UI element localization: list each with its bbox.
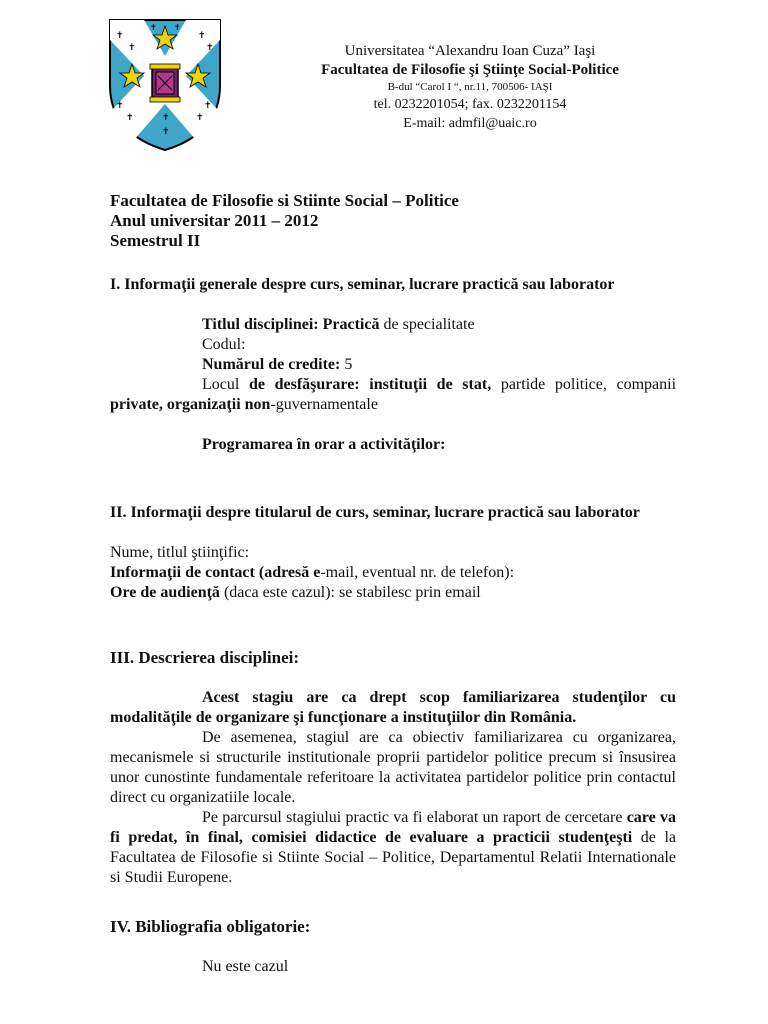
discipline-title-label: Titlul disciplinei xyxy=(202,316,314,333)
university-name: Universitatea “Alexandru Ioan Cuza” Iaşi xyxy=(344,43,596,59)
contact-rest: -mail, eventual nr. de telefon): xyxy=(320,564,515,581)
credits-line: Numărul de credite: 5 xyxy=(202,356,353,373)
section-2 xyxy=(110,503,676,603)
svg-text:✝: ✝ xyxy=(162,126,170,136)
description-paragraph-1: Acest stagiu are ca drept scop familiarizarea studenţilor cu modalităţile de organizare şi funcţionare a instituţiilor din România. xyxy=(110,689,676,726)
location-line2-rest: -guvernamentale xyxy=(270,396,378,413)
location-value-bold: instituţii de stat, xyxy=(369,376,492,393)
svg-text:✝: ✝ xyxy=(116,100,124,110)
location-value-rest: partide politice, companii xyxy=(491,376,677,393)
section-1 xyxy=(110,275,676,455)
email: E-mail: admfil@uaic.ro xyxy=(403,116,537,131)
svg-text:✝: ✝ xyxy=(150,23,157,32)
office-hours-label: Ore de audienţă xyxy=(110,584,220,601)
credits-value: 5 xyxy=(344,356,353,373)
schedule-label: Programarea în orar a activităţilor: xyxy=(202,436,446,453)
intro-faculty: Facultatea de Filosofie si Stiinte Social – Politice xyxy=(110,191,459,210)
description-paragraph-3 xyxy=(110,808,676,888)
address: B-dul “Carol I “, nr.11, 700506- IAŞI xyxy=(387,81,553,93)
section-3-heading: III. Descrierea disciplinei: xyxy=(110,648,300,667)
svg-text:✝: ✝ xyxy=(198,30,206,40)
section-3 xyxy=(110,648,676,888)
letterhead xyxy=(250,42,690,133)
svg-text:✝: ✝ xyxy=(204,100,212,110)
svg-text:✝: ✝ xyxy=(174,23,181,32)
svg-text:✝: ✝ xyxy=(162,112,170,122)
svg-text:✝: ✝ xyxy=(196,112,204,122)
svg-text:✝: ✝ xyxy=(206,42,214,52)
location-label-bold: de desfăşurare xyxy=(248,376,355,393)
section-1-heading: I. Informaţii generale despre curs, seminar, lucrare practică sau laborator xyxy=(110,276,615,293)
name-title-line: Nume, titlul ştiinţific: xyxy=(110,544,250,561)
code-label: Codul: xyxy=(202,336,246,353)
location-label: Locul xyxy=(202,376,240,393)
section-4-heading: IV. Bibliografia obligatorie: xyxy=(110,917,311,936)
intro-block xyxy=(110,191,676,251)
contact-label: Informaţii de contact (adresă e xyxy=(110,564,321,581)
location-line2-bold: private, organizaţii non xyxy=(110,396,271,413)
bibliography-value: Nu este cazul xyxy=(202,958,289,975)
svg-text:✝: ✝ xyxy=(116,30,124,40)
section-4 xyxy=(110,917,676,977)
discipline-title-line: Titlul disciplinei: Practică de specialitate xyxy=(202,316,475,333)
intro-semester: Semestrul II xyxy=(110,231,201,250)
description-paragraph-2: De asemenea, stagiul are ca obiectiv familiarizarea cu organizarea, mecanismele si structurile institutionale proprii partidelor politice precum si însusirea unor cunostinte fundamentale referitoare la activitatea partidelor politice prin contactul direct cu organizatiile locale. xyxy=(110,729,676,806)
phone-fax: tel. 0232201054; fax. 0232201154 xyxy=(373,97,567,112)
paragraph-3-b: care va fi predat, în final, comisiei didactice de evaluare a practicii studenţeşti xyxy=(110,809,677,846)
office-hours-rest: (daca este cazul): se stabilesc prin email xyxy=(219,584,481,601)
svg-text:✝: ✝ xyxy=(126,112,134,122)
location-line: Locul de desfăşurare: instituţii de stat, partide politice, companii private, organizaţii non-guvernamentale xyxy=(110,376,677,413)
discipline-title-rest: de specialitate xyxy=(379,316,475,333)
university-crest-logo xyxy=(106,16,224,152)
discipline-title-value: Practică xyxy=(322,316,380,333)
faculty-name: Facultatea de Filosofie şi Ştiinţe Social-Politice xyxy=(321,62,619,78)
section-2-heading: II. Informaţii despre titularul de curs, seminar, lucrare practică sau laborator xyxy=(110,504,640,521)
credits-label: Numărul de credite xyxy=(202,356,336,373)
contact-line xyxy=(110,563,676,583)
office-hours-line xyxy=(110,583,676,603)
paragraph-3-c: de la Facultatea de Filosofie si Stiinte Social – Politice, Departamentul Relatii Internationale si Studii Europene. xyxy=(110,829,676,886)
intro-year: Anul universitar 2011 – 2012 xyxy=(110,211,319,230)
svg-text:✝: ✝ xyxy=(128,42,136,52)
paragraph-3-a: Pe parcursul stagiului practic va fi elaborat un raport de cercetare xyxy=(202,809,627,826)
